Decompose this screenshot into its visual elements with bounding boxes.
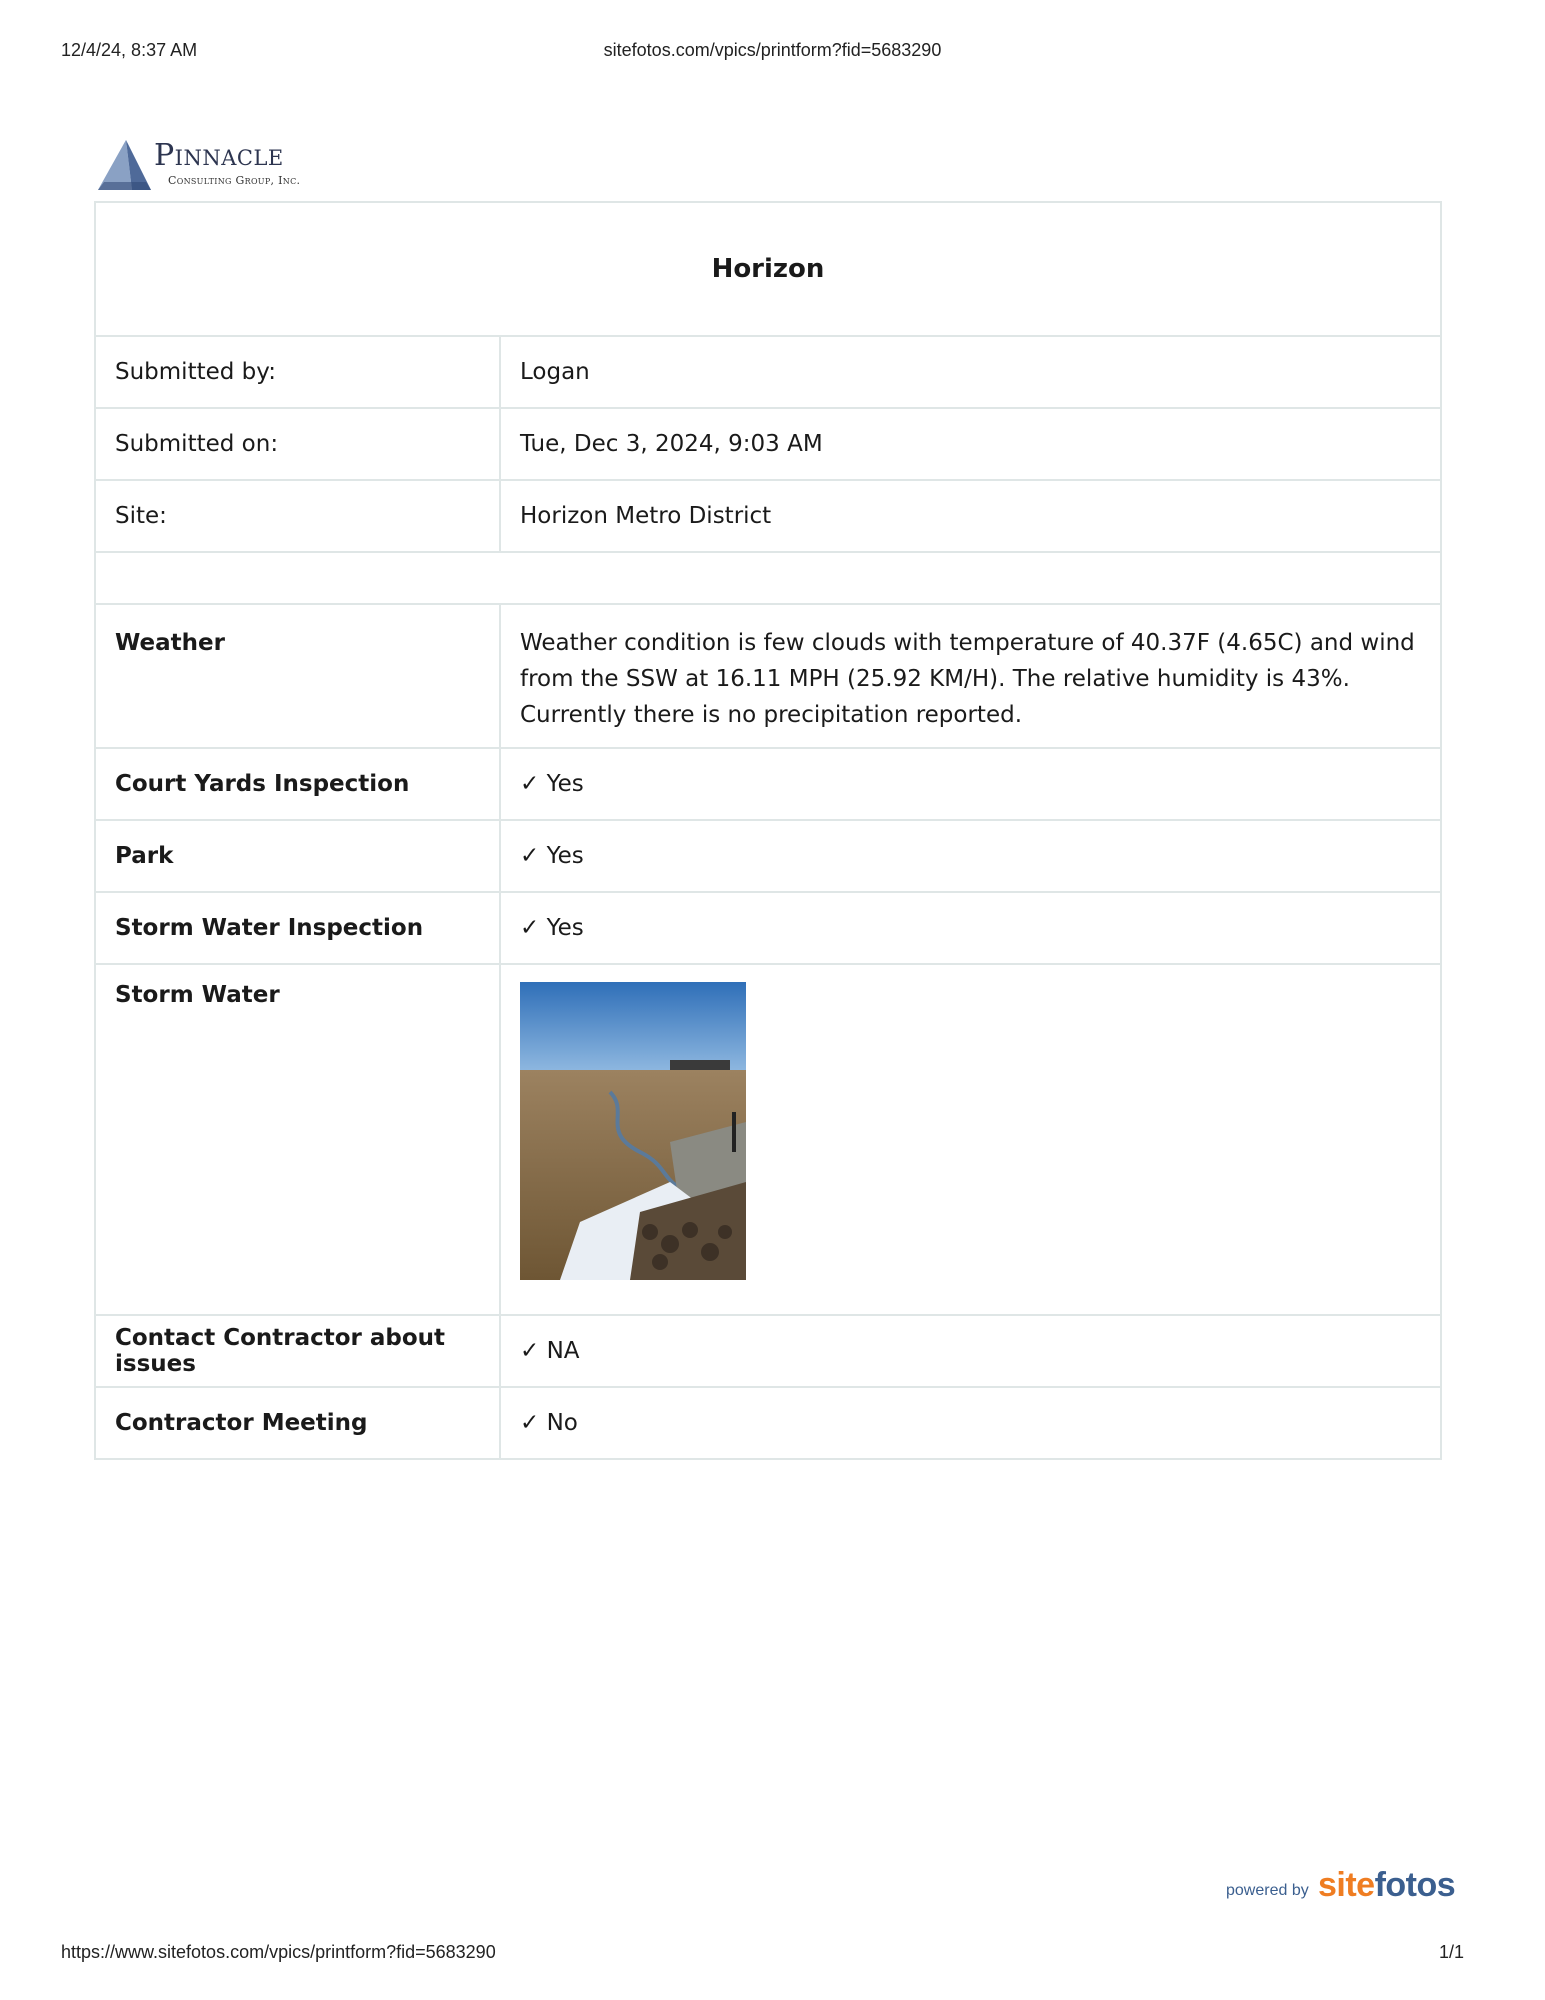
- field-label: Weather: [95, 604, 500, 748]
- field-label: Storm Water Inspection: [95, 892, 500, 964]
- logo-subtitle: Consulting Group, Inc.: [168, 174, 301, 187]
- check-row-contact-contractor: [95, 1315, 1441, 1387]
- field-label: Submitted by:: [95, 336, 500, 408]
- check-row-contractor-meeting: [95, 1387, 1441, 1459]
- field-value: ✓ NA: [500, 1315, 1441, 1387]
- field-label: Contractor Meeting: [95, 1387, 500, 1459]
- powered-by-label: powered by: [1226, 1882, 1309, 1899]
- print-header: [61, 40, 1484, 64]
- storm-water-photo[interactable]: [520, 982, 746, 1280]
- field-value: Tue, Dec 3, 2024, 9:03 AM: [500, 408, 1441, 480]
- field-value: ✓ Yes: [500, 748, 1441, 820]
- form-table: [94, 201, 1442, 1460]
- page-number: 1/1: [1438, 1942, 1464, 1962]
- field-value: Logan: [500, 336, 1441, 408]
- field-value: ✓ Yes: [500, 892, 1441, 964]
- logo-name: Pinnacle: [154, 138, 284, 173]
- field-label: Submitted on:: [95, 408, 500, 480]
- powered-by-sitefotos: [1226, 1866, 1456, 1902]
- field-label: Storm Water: [95, 964, 500, 1315]
- field-label: Court Yards Inspection: [95, 748, 500, 820]
- check-row-court-yards: [95, 748, 1441, 820]
- print-footer-url: https://www.sitefotos.com/vpics/printform?fid=5683290: [61, 1942, 496, 1962]
- weather-text: Weather condition is few clouds with temperature of 40.37F (4.65C) and wind from the SSW at 16.11 MPH (25.92 KM/H). The relative humidity is 43%. Currently there is no precipitation reported.: [500, 604, 1441, 748]
- field-label: Contact Contractor about issues: [95, 1315, 500, 1387]
- company-logo: [96, 138, 336, 196]
- field-value: ✓ No: [500, 1387, 1441, 1459]
- field-label: Park: [95, 820, 500, 892]
- check-row-park: [95, 820, 1441, 892]
- print-footer: [61, 1942, 1484, 1966]
- field-value: ✓ Yes: [500, 820, 1441, 892]
- print-header-url: sitefotos.com/vpics/printform?fid=5683290: [603, 40, 942, 60]
- form-title: Horizon: [95, 202, 1441, 336]
- pyramid-logo-icon: [96, 138, 152, 194]
- photo-row-storm-water: [95, 964, 1441, 1315]
- spacer-row: [95, 552, 1441, 604]
- print-datetime: 12/4/24, 8:37 AM: [61, 40, 198, 60]
- weather-row: [95, 604, 1441, 748]
- meta-row-site: [95, 480, 1441, 552]
- sitefotos-logo: sitefotos: [1318, 1866, 1456, 1904]
- meta-row-submitted-on: [95, 408, 1441, 480]
- check-row-storm-water-inspection: [95, 892, 1441, 964]
- meta-row-submitted-by: [95, 336, 1441, 408]
- field-value: Horizon Metro District: [500, 480, 1441, 552]
- field-label: Site:: [95, 480, 500, 552]
